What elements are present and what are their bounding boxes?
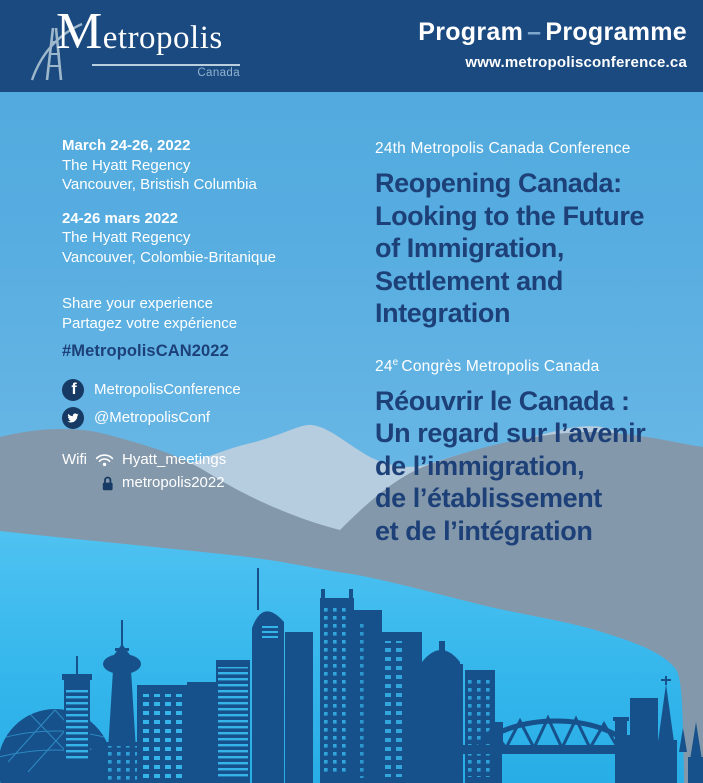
title-line: Reopening Canada: <box>375 168 622 198</box>
event-dates-en <box>62 136 276 195</box>
conference-title-en <box>375 167 701 330</box>
program-title-block <box>418 18 687 71</box>
kicker-fr-ordinal: e <box>392 356 399 368</box>
twitter-label: @MetropolisConf <box>94 408 211 426</box>
facebook-handle[interactable] <box>62 379 276 401</box>
program-title <box>418 18 687 47</box>
program-title-dash: – <box>527 18 542 46</box>
title-line: de l’établissement <box>375 483 602 514</box>
logo-wordmark: Metropolis <box>56 3 223 60</box>
social-block <box>62 379 276 429</box>
wifi-icon <box>95 453 114 467</box>
location-fr: Vancouver, Colombie-Britanique <box>62 248 277 266</box>
hashtag: #MetropolisCAN2022 <box>62 342 229 360</box>
program-title-en: Program <box>418 18 524 46</box>
conference-title-fr <box>375 385 701 548</box>
date-fr: 24-26 mars 2022 <box>62 209 178 227</box>
title-line: de l’immigration, <box>375 450 585 481</box>
title-line: Un regard sur l’avenir <box>375 418 646 449</box>
location-en: Vancouver, Bristish Columbia <box>62 176 257 193</box>
website-link[interactable]: www.metropolisconference.ca <box>465 54 687 71</box>
conference-kicker-en: 24th Metropolis Canada Conference <box>375 140 631 157</box>
twitter-icon <box>62 407 84 429</box>
event-dates-fr <box>62 209 276 268</box>
share-block <box>62 294 276 362</box>
share-fr: Partagez votre expérience <box>62 314 238 332</box>
header-bar <box>0 0 703 92</box>
twitter-handle[interactable] <box>62 407 276 429</box>
title-line: Looking to the Future <box>375 200 645 231</box>
event-info-column <box>62 136 276 493</box>
venue-en: The Hyatt Regency <box>62 156 191 174</box>
title-line: Settlement and <box>375 265 563 296</box>
facebook-icon: f <box>62 379 84 401</box>
wifi-block <box>62 450 276 493</box>
lock-icon <box>101 475 114 491</box>
conference-title-column <box>375 140 701 547</box>
metropolis-logo <box>30 3 250 84</box>
wifi-password-row <box>101 473 276 493</box>
wifi-password: metropolis2022 <box>122 474 225 491</box>
facebook-label: MetropolisConference <box>94 380 241 398</box>
title-line: of Immigration, <box>375 233 564 263</box>
kicker-fr-number: 24 <box>375 357 393 375</box>
wifi-label: Wifi <box>62 450 87 468</box>
title-line: et de l’intégration <box>375 515 593 546</box>
kicker-fr-text: Congrès Metropolis Canada <box>401 357 600 375</box>
conference-block-fr <box>375 357 701 548</box>
logo-underline <box>92 64 240 66</box>
wifi-info <box>62 450 276 470</box>
venue-fr: The Hyatt Regency <box>62 229 191 246</box>
share-en: Share your experience <box>62 295 213 312</box>
program-title-fr: Programme <box>545 18 687 46</box>
title-line: Integration <box>375 298 511 328</box>
wifi-network: Hyatt_meetings <box>122 450 227 468</box>
title-line: Réouvrir le Canada : <box>375 385 630 416</box>
date-en: March 24-26, 2022 <box>62 137 191 154</box>
logo-country-label: Canada <box>197 67 240 79</box>
conference-kicker-fr <box>375 357 701 376</box>
